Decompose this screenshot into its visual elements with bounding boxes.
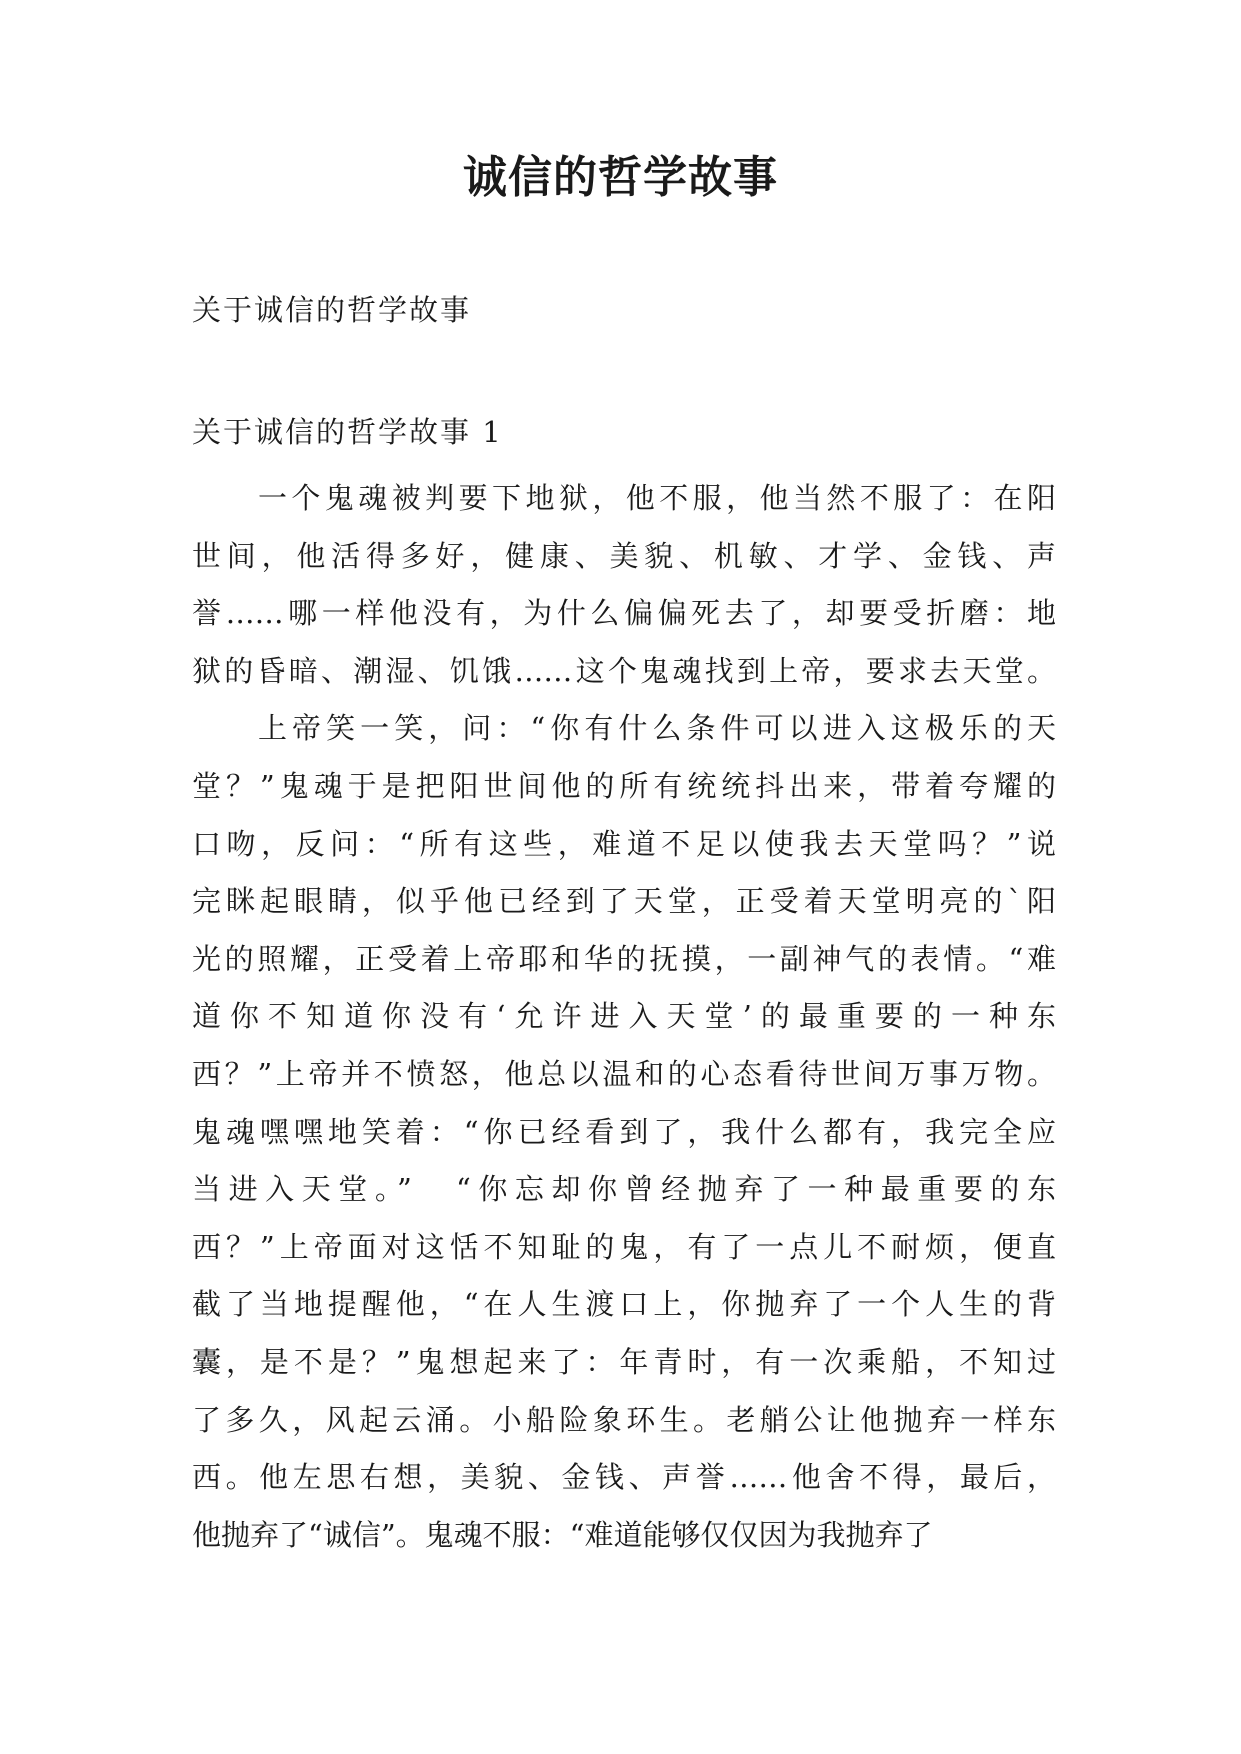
section-heading: 关于诚信的哲学故事 1: [192, 415, 503, 449]
document-subtitle: 关于诚信的哲学故事: [192, 293, 472, 327]
body-line: 光的照耀，正受着上帝耶和华的抚摸，一副神气的表情。“难: [192, 941, 1056, 976]
body-line: 了多久，风起云涌。小船险象环生。老艄公让他抛弃一样东: [192, 1402, 1056, 1437]
body-line: 西？”上帝并不愤怒，他总以温和的心态看待世间万事万物。: [192, 1056, 1056, 1091]
body-line: 西。他左思右想，美貌、金钱、声誉……他舍不得，最后，: [192, 1460, 1056, 1495]
body-line: 堂？”鬼魂于是把阳世间他的所有统统抖出来，带着夸耀的: [192, 768, 1056, 803]
body-line: 完眯起眼睛，似乎他已经到了天堂，正受着天堂明亮的`阳: [192, 884, 1056, 919]
body-line: 截了当地提醒他，“在人生渡口上，你抛弃了一个人生的背: [192, 1287, 1056, 1322]
body-line: 囊，是不是？”鬼想起来了：年青时，有一次乘船，不知过: [192, 1344, 1056, 1379]
body-line: 道你不知道你没有‘允许进入天堂’的最重要的一种东: [192, 999, 1056, 1034]
body-line: 当进入天堂。” “你忘却你曾经抛弃了一种最重要的东: [192, 1172, 1056, 1207]
body-line: 上帝笑一笑，问：“你有什么条件可以进入这极乐的天: [258, 711, 1056, 746]
body-line: 鬼魂嘿嘿地笑着：“你已经看到了，我什么都有，我完全应: [192, 1114, 1056, 1149]
body-line: 口吻，反问：“所有这些，难道不足以使我去天堂吗？”说: [192, 826, 1056, 861]
body-line: 一个鬼魂被判要下地狱，他不服，他当然不服了：在阳: [258, 481, 1056, 515]
body-line: 他抛弃了“诚信”。鬼魂不服：“难道能够仅仅因为我抛弃了: [192, 1517, 933, 1552]
document-title: 诚信的哲学故事: [463, 152, 778, 203]
body-line: 西？”上帝面对这恬不知耻的鬼，有了一点儿不耐烦，便直: [192, 1229, 1056, 1264]
body-line: 狱的昏暗、潮湿、饥饿……这个鬼魂找到上帝，要求去天堂。: [192, 653, 1056, 688]
body-text: [192, 470, 1056, 1564]
body-line: 世间，他活得多好，健康、美貌、机敏、才学、金钱、声: [192, 538, 1056, 573]
body-line: 誉……哪一样他没有，为什么偏偏死去了，却要受折磨：地: [192, 596, 1056, 631]
